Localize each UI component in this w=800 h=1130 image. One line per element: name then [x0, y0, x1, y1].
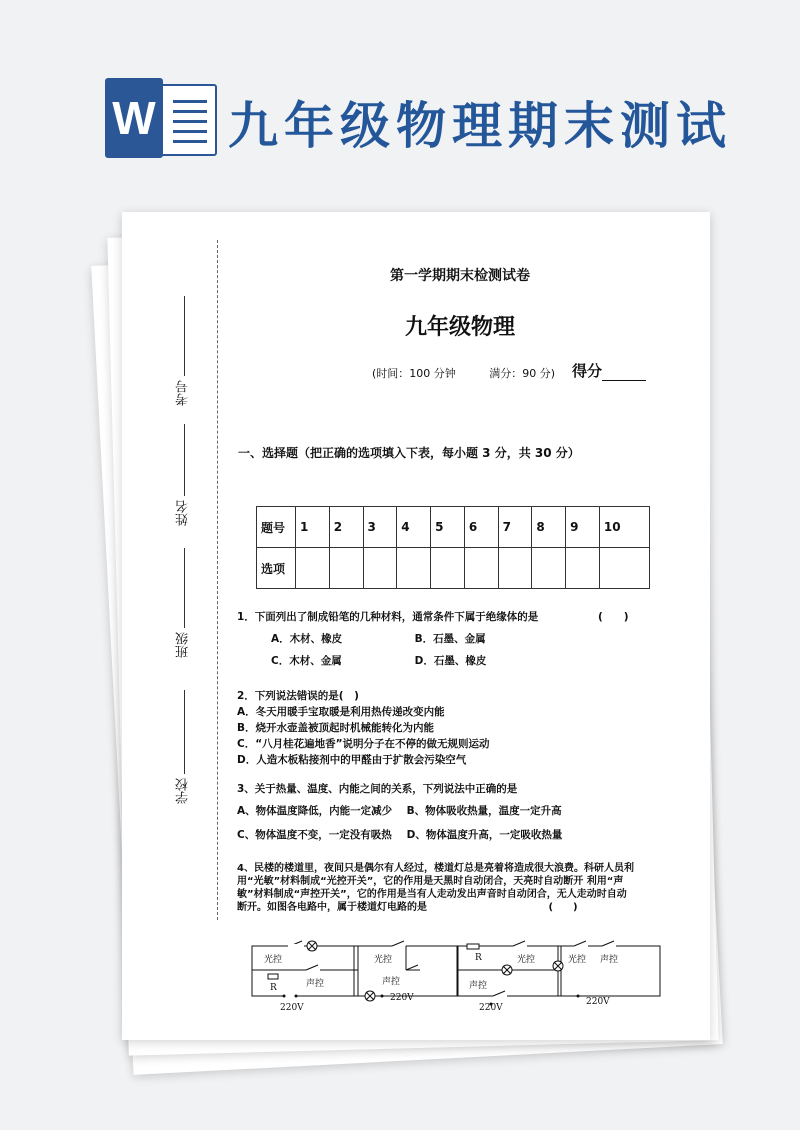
light-switch-label: 光控	[374, 955, 393, 965]
answer-table	[256, 506, 650, 589]
banner-title: 九年级物理期末测试	[228, 97, 732, 155]
question-line: 4、民楼的楼道里，夜间只是偶尔有人经过，楼道灯总是亮着将造成很大浪费。科研人员利	[237, 863, 634, 874]
exam-title: 九年级物理	[404, 315, 515, 340]
section-heading: 一、选择题（把正确的选项填入下表，每小题 3 分，共 30 分）	[238, 446, 580, 460]
answer-cell[interactable]	[431, 548, 465, 589]
answer-cell[interactable]	[397, 548, 431, 589]
exam-subtitle: 第一学期期末检测试卷	[390, 268, 530, 284]
sound-switch-label: 声控	[382, 977, 401, 987]
option-b: B．烧开水壶盖被顶起时机械能转化为内能	[237, 722, 435, 734]
answer-cell[interactable]	[566, 548, 600, 589]
word-icon	[105, 78, 215, 158]
binding-line	[217, 240, 218, 920]
exam-info	[372, 365, 585, 381]
question-number-cell: 10	[599, 507, 649, 548]
light-switch-label: 光控	[517, 955, 536, 965]
answer-bracket: ( )	[548, 902, 578, 913]
word-logo-letter: W	[105, 78, 163, 158]
question-line: 敏”材料制成“声控开关”，它的作用是当有人走动发出声音时自动闭合，无人走动时自动	[237, 889, 627, 900]
question-number-cell: 1	[296, 507, 330, 548]
circuit-b-svg	[352, 938, 472, 1013]
exam-number-label: 考号	[176, 380, 191, 406]
option-b: B．石墨、金属	[414, 633, 486, 645]
banner	[0, 0, 800, 190]
question-2	[237, 688, 490, 768]
voltage-label: 220V	[586, 997, 610, 1007]
option-c: C．木材、金属	[271, 655, 342, 667]
score-blank[interactable]	[602, 366, 646, 381]
question-1	[237, 609, 629, 669]
question-number-cell: 8	[532, 507, 566, 548]
class-label: 班级	[176, 632, 191, 658]
answer-cell[interactable]	[363, 548, 397, 589]
question-number-cell: 3	[363, 507, 397, 548]
name-label: 姓名	[176, 500, 191, 526]
table-header-cell: 题号	[257, 507, 296, 548]
name-field	[172, 424, 196, 530]
question-4	[237, 862, 634, 914]
table-header-cell: 选项	[257, 548, 296, 589]
table-row	[257, 507, 650, 548]
answer-bracket: ( )	[597, 611, 629, 623]
question-number-cell: 4	[397, 507, 431, 548]
circuit-diagram-b	[352, 938, 472, 1013]
resistor-label: R	[475, 953, 482, 963]
question-line: 用“光敏”材料制成“光控开关”，它的作用是天黑时自动闭合，天亮时自动断开 利用“声	[237, 876, 624, 887]
option-d: D．人造木板粘接剂中的甲醛由于扩散会污染空气	[237, 754, 467, 766]
question-number-cell: 9	[566, 507, 600, 548]
option-a: A．冬天用暖手宝取暖是利用热传递改变内能	[237, 706, 445, 718]
option-a: A、物体温度降低，内能一定减少	[237, 805, 393, 817]
circuit-diagram-d	[554, 938, 674, 1013]
option-d: D．石墨、橡皮	[414, 655, 487, 667]
class-field	[172, 548, 196, 662]
question-stem: 1．下面列出了制成铅笔的几种材料，通常条件下属于绝缘体的是	[237, 611, 539, 623]
voltage-label: 220V	[280, 1003, 304, 1013]
resistor-label: R	[270, 983, 277, 993]
light-switch-label: 光控	[264, 955, 283, 965]
answer-cell[interactable]	[329, 548, 363, 589]
exam-full-score: 满分：90 分)	[489, 367, 556, 380]
voltage-label: 220V	[390, 993, 414, 1003]
question-number-cell: 5	[431, 507, 465, 548]
exam-number-field	[172, 296, 196, 410]
option-a: A．木材、橡皮	[271, 633, 343, 645]
voltage-label: 220V	[479, 1003, 503, 1013]
answer-cell[interactable]	[599, 548, 649, 589]
answer-cell[interactable]	[532, 548, 566, 589]
option-c: C．“八月桂花遍地香”说明分子在不停的做无规则运动	[237, 738, 490, 750]
score-label: 得分	[572, 362, 603, 380]
option-d: D、物体温度升高，一定吸收热量	[406, 829, 563, 841]
question-stem: 3、关于热量、温度、内能之间的关系，下列说法中正确的是	[237, 783, 518, 795]
question-line: 断开。如图各电路中，属于楼道灯电路的是	[237, 902, 427, 913]
score-field	[572, 360, 646, 381]
circuit-d-svg	[554, 938, 674, 1013]
school-label: 学校	[176, 778, 191, 804]
answer-cell[interactable]	[296, 548, 330, 589]
question-3	[237, 781, 562, 843]
question-number-cell: 7	[498, 507, 532, 548]
question-stem: 2．下列说法错误的是( )	[237, 690, 359, 702]
sound-switch-label: 声控	[306, 979, 325, 989]
question-number-cell: 2	[329, 507, 363, 548]
option-b: B、物体吸收热量，温度一定升高	[406, 805, 562, 817]
answer-cell[interactable]	[464, 548, 498, 589]
sound-switch-label: 声控	[600, 955, 619, 965]
question-number-cell: 6	[464, 507, 498, 548]
sound-switch-label: 声控	[469, 981, 488, 991]
table-row	[257, 548, 650, 589]
light-switch-label: 光控	[568, 955, 587, 965]
exam-time: (时间：100 分钟	[372, 367, 456, 380]
school-field	[172, 690, 196, 808]
answer-cell[interactable]	[498, 548, 532, 589]
option-c: C、物体温度不变，一定没有吸热	[237, 829, 392, 841]
